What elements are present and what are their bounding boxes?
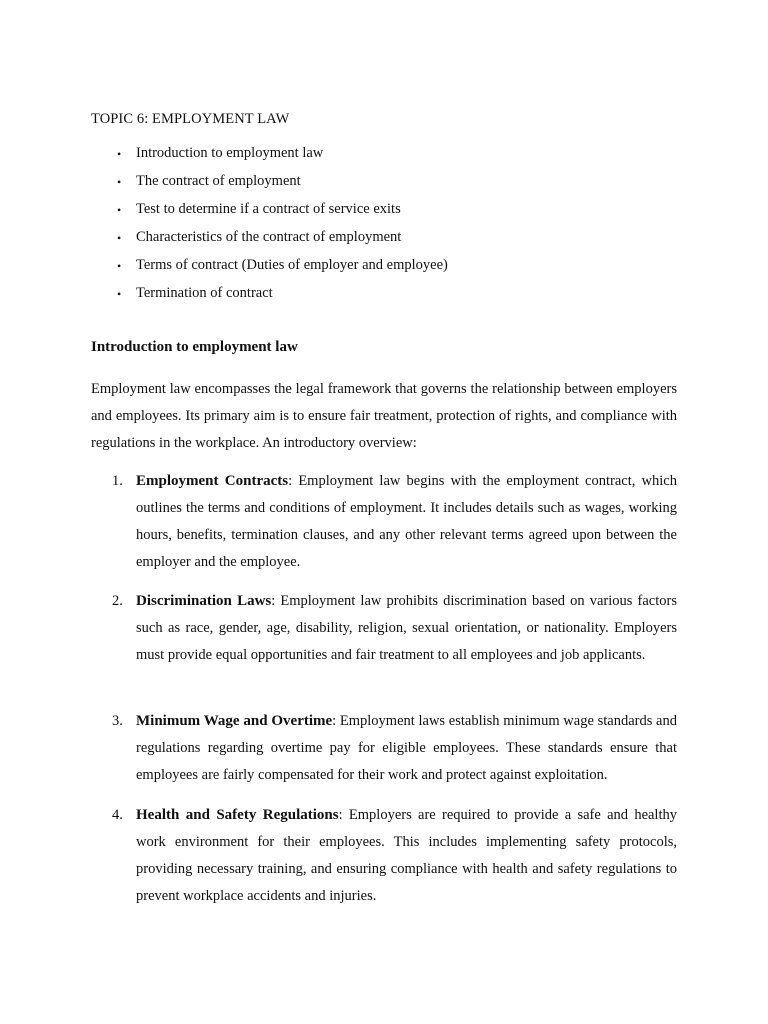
outline-item-text: Termination of contract bbox=[136, 285, 273, 301]
bullet-icon: • bbox=[117, 203, 122, 217]
item-term: Health and Safety Regulations bbox=[136, 807, 339, 823]
item-body bbox=[136, 468, 677, 576]
item-body bbox=[136, 802, 677, 910]
outline-item bbox=[91, 199, 691, 227]
outline-item bbox=[91, 227, 691, 255]
item-term: Minimum Wage and Overtime bbox=[136, 713, 333, 729]
outline-item bbox=[91, 143, 691, 171]
item-body bbox=[136, 708, 677, 789]
item-body bbox=[136, 588, 677, 669]
item-number: 4. bbox=[112, 807, 123, 823]
numbered-item bbox=[91, 588, 677, 708]
bullet-icon: • bbox=[117, 175, 122, 189]
bullet-icon: • bbox=[117, 287, 122, 301]
outline-item bbox=[91, 255, 691, 283]
outline-item bbox=[91, 171, 691, 199]
item-number: 3. bbox=[112, 713, 123, 729]
section-heading: Introduction to employment law bbox=[91, 339, 298, 355]
numbered-item bbox=[91, 468, 677, 588]
item-term: Employment Contracts bbox=[136, 473, 289, 489]
bullet-icon: • bbox=[117, 259, 122, 273]
numbered-item bbox=[91, 802, 677, 922]
outline-item-text: Introduction to employment law bbox=[136, 145, 324, 161]
numbered-item bbox=[91, 708, 677, 802]
item-text: : Employers are required to provide a safe and healthy work environment for their employees. This includes implementing safety protocols, providing necessary training, and ensuring compliance with health and safety regulations to prevent workplace accidents and injuries. bbox=[136, 807, 677, 904]
outline-item-text: Test to determine if a contract of service exits bbox=[136, 201, 401, 217]
topic-title: TOPIC 6: EMPLOYMENT LAW bbox=[91, 111, 290, 127]
item-text: : Employment laws establish minimum wage standards and regulations regarding overtime pay for eligible employees. These standards ensure that employees are fairly compensated for their work and protect against exploitation. bbox=[136, 713, 677, 783]
outline-item-text: Characteristics of the contract of employment bbox=[136, 229, 402, 245]
item-text: : Employment law begins with the employment contract, which outlines the terms and conditions of employment. It includes details such as wages, working hours, benefits, termination clauses, and any other relevant terms agreed upon between the employer and the employee. bbox=[136, 473, 677, 570]
bullet-icon: • bbox=[117, 231, 122, 245]
item-term: Discrimination Laws bbox=[136, 593, 272, 609]
topic-outline-list bbox=[91, 143, 691, 311]
outline-item bbox=[91, 283, 691, 311]
item-text: : Employment law prohibits discrimination based on various factors such as race, gender, age, disability, religion, sexual orientation, or nationality. Employers must provide equal opportunities and fair treatment to all employees and job applicants. bbox=[136, 593, 677, 663]
bullet-icon: • bbox=[117, 147, 122, 161]
outline-item-text: The contract of employment bbox=[136, 173, 301, 189]
item-number: 2. bbox=[112, 593, 123, 609]
intro-paragraph: Employment law encompasses the legal framework that governs the relationship between employers and employees. Its primary aim is to ensure fair treatment, protection of rights, and compliance with regulations in the workplace. An introductory overview: bbox=[91, 381, 677, 451]
outline-item-text: Terms of contract (Duties of employer and employee) bbox=[136, 257, 448, 273]
overview-numbered-list bbox=[91, 468, 677, 922]
item-number: 1. bbox=[112, 473, 123, 489]
